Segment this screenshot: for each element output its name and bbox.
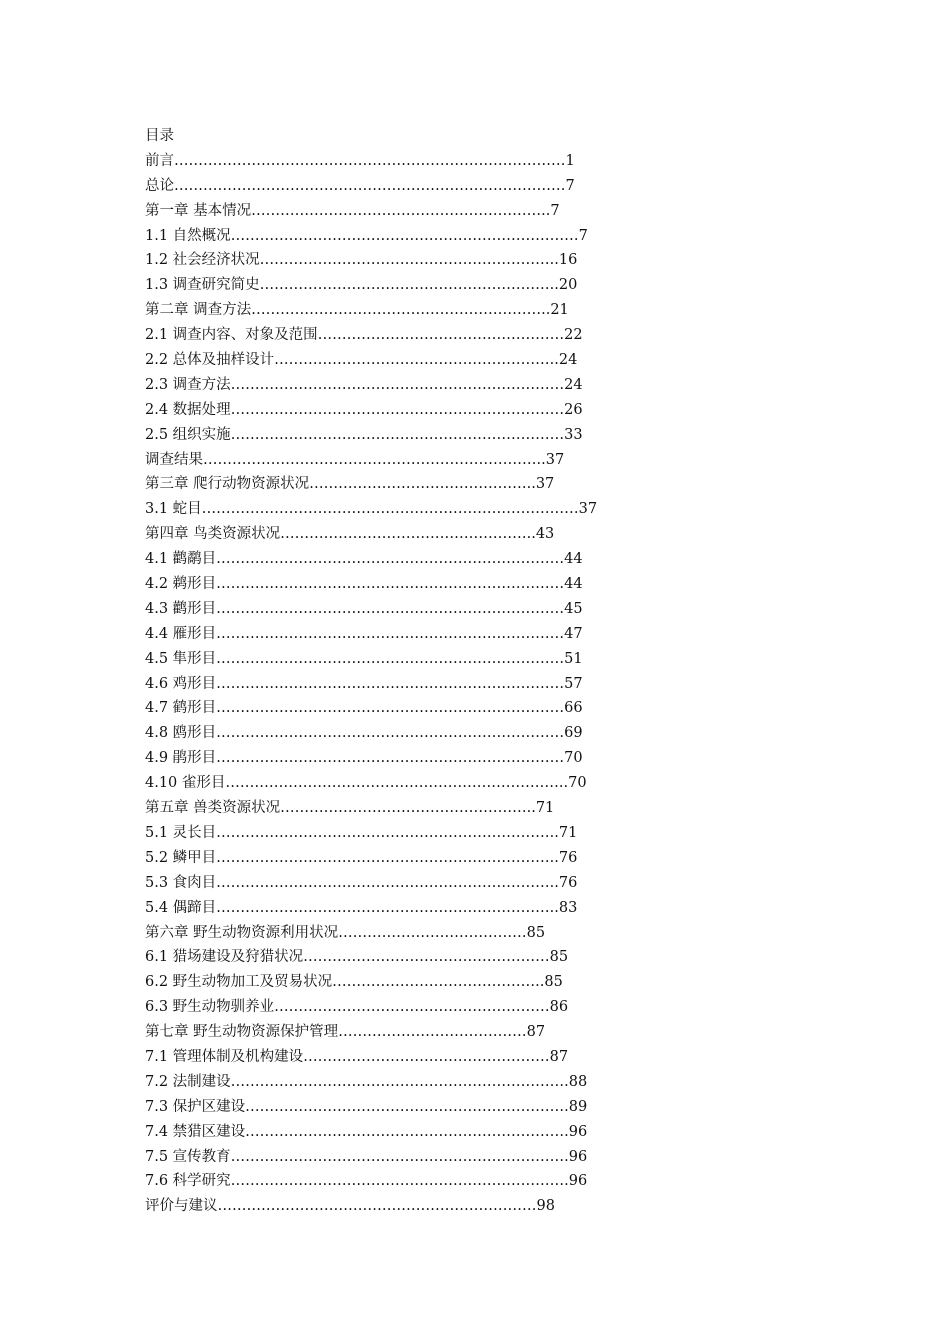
toc-entry: 1.2 社会经济状况……………………………………………………..16 <box>145 252 578 269</box>
toc-entry: 6.2 野生动物加工及贸易状况……………………………………..85 <box>145 974 563 991</box>
toc-entry: 5.3 食肉目……………………………………………………………..76 <box>145 874 578 891</box>
toc-entry: 4.10 雀形目……………………………………………………………..70 <box>145 775 587 792</box>
toc-entry: 4.4 雁形目………………………………………………………………47 <box>145 625 583 642</box>
toc-entries <box>145 149 605 1219</box>
toc-entry: 5.4 偶蹄目……………………………………………………………..83 <box>145 899 578 916</box>
toc-entry: 5.1 灵长目……………………………………………………………..71 <box>145 824 578 841</box>
toc-entry: 第五章 兽类资源状况……………………………………………..71 <box>145 800 555 817</box>
toc-entry: 7.4 禁猎区建设………………………………………………………….96 <box>145 1123 588 1140</box>
toc-entry: 总论………………………………………………………………………7 <box>145 177 575 194</box>
toc-entry: 第三章 爬行动物资源状况………………………………………..37 <box>145 476 555 493</box>
toc-entry: 2.4 数据处理……………………………………………………………26 <box>145 401 583 418</box>
toc-entry: 6.3 野生动物驯养业…………………………………………………86 <box>145 999 569 1016</box>
table-of-contents <box>145 124 605 1219</box>
toc-entry: 4.5 隼形目………………………………………………………………51 <box>145 650 583 667</box>
toc-entry: 2.2 总体及抽样设计…………………………………………………..24 <box>145 352 578 369</box>
toc-entry: 7.2 法制建设…………………………………………………………….88 <box>145 1073 588 1090</box>
toc-entry: 1.3 调查研究简史……………………………………………………..20 <box>145 277 578 294</box>
toc-entry: 2.3 调查方法……………………………………………………………24 <box>145 376 583 393</box>
toc-entry: 2.5 组织实施……………………………………………………………33 <box>145 426 583 443</box>
toc-entry: 第六章 野生动物资源利用状况…………………………………85 <box>145 924 546 941</box>
toc-entry: 1.1 自然概况………………………………………………………………7 <box>145 227 588 244</box>
toc-entry: 7.5 宣传教育…………………………………………………………….96 <box>145 1148 588 1165</box>
toc-entry: 第七章 野生动物资源保护管理…………………………………87 <box>145 1024 546 1041</box>
toc-entry: 调查结果……………………………………………………………..37 <box>145 451 565 468</box>
toc-entry: 4.6 鸡形目………………………………………………………………57 <box>145 675 583 692</box>
toc-entry: 2.1 调查内容、对象及范围……………………………………………22 <box>145 327 583 344</box>
toc-entry: 第四章 鸟类资源状况……………………………………………..43 <box>145 526 555 543</box>
toc-entry: 第二章 调查方法……………………………………………………..21 <box>145 302 569 319</box>
toc-entry: 3.1 蛇目……………………………………………………………………37 <box>145 501 598 518</box>
toc-entry: 4.7 鹤形目………………………………………………………………66 <box>145 700 583 717</box>
toc-entry: 5.2 鳞甲目……………………………………………………………..76 <box>145 849 578 866</box>
toc-entry: 评价与建议…………………………………………………………98 <box>145 1198 555 1215</box>
toc-entry: 4.8 鸥形目………………………………………………………………69 <box>145 725 583 742</box>
toc-entry: 4.2 鹈形目………………………………………………………………44 <box>145 576 583 593</box>
toc-title: 目录 <box>145 128 174 144</box>
toc-entry: 7.3 保护区建设………………………………………………………….89 <box>145 1098 588 1115</box>
toc-entry: 4.9 鹃形目………………………………………………………………70 <box>145 750 583 767</box>
toc-entry: 4.1 鹳鹬目………………………………………………………………44 <box>145 551 583 568</box>
toc-entry: 第一章 基本情况……………………………………………………..7 <box>145 202 560 219</box>
toc-entry: 前言………………………………………………………………………1 <box>145 152 575 169</box>
toc-entry: 4.3 鹳形目………………………………………………………………45 <box>145 600 583 617</box>
toc-entry: 6.1 猎场建设及狩猎状况……………………………………………85 <box>145 949 569 966</box>
toc-entry: 7.1 管理体制及机构建设……………………………………………87 <box>145 1048 569 1065</box>
toc-entry: 7.6 科学研究…………………………………………………………….96 <box>145 1173 588 1190</box>
